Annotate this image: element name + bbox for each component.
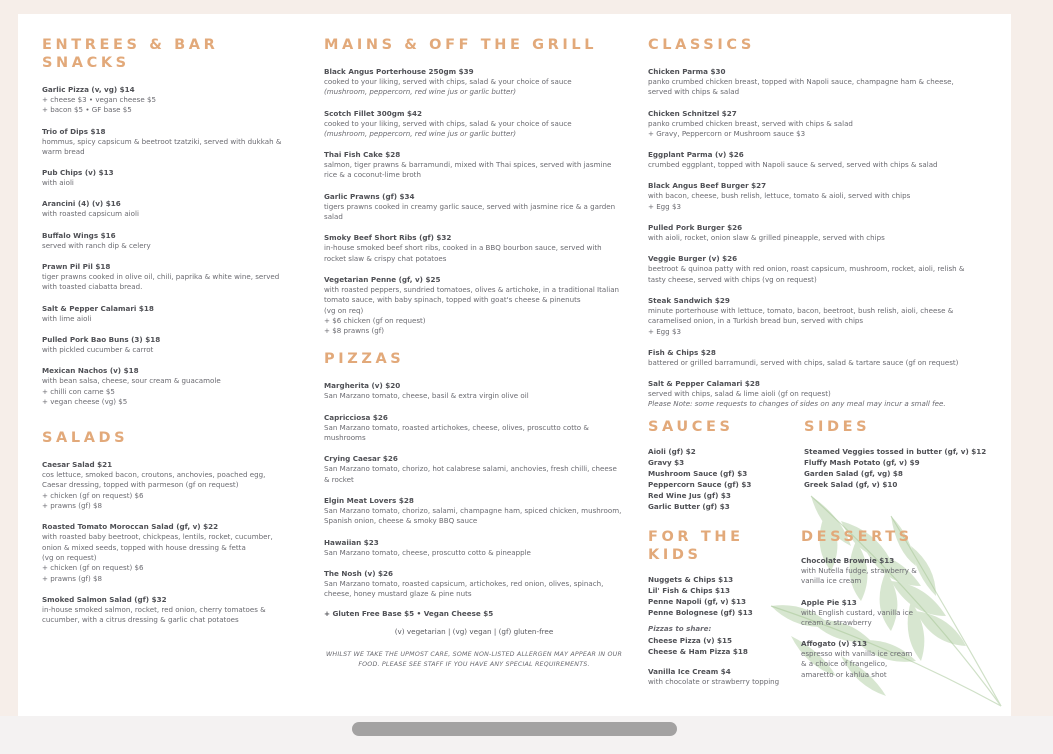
menu-item <box>648 109 993 140</box>
menu-item-description: San Marzano tomato, roasted artichokes, cheese, olives, proscutto cotto & <box>324 422 589 432</box>
classics-list <box>648 67 993 410</box>
menu-item-description: beetroot & quinoa patty with red onion, roast capsicum, mushroom, rocket, aioli, relish & <box>648 264 965 274</box>
pizza-extras: + Gluten Free Base $5 • Vegan Cheese $5 <box>324 609 494 619</box>
menu-list-entry: Penne Bolognese (gf) $13 <box>648 608 753 617</box>
menu-item <box>648 67 993 98</box>
menu-item-description: San Marzano tomato, cheese, proscutto cotto & pineapple <box>324 547 531 557</box>
section-title-sides: SIDES <box>804 419 871 435</box>
menu-item-description: + prawns (gf) $8 <box>42 501 103 511</box>
menu-item-title: Capricciosa $26 <box>324 412 388 422</box>
menu-item-description: salmon, tiger prawns & barramundi, mixed with Thai spices, served with jasmine <box>324 160 612 170</box>
menu-item-description: + Egg $3 <box>648 201 681 211</box>
menu-item-description: with aioli, rocket, onion slaw & grilled pineapple, served with chips <box>648 233 885 243</box>
menu-item-title: Pulled Pork Burger $26 <box>648 223 743 233</box>
menu-item-description: + prawns (gf) $8 <box>42 573 103 583</box>
allergen-note-line-1: WHILST WE TAKE THE UPMOST CARE, SOME NON-LISTED ALLERGEN MAY APPEAR IN OUR <box>325 651 623 659</box>
section-title-mains: MAINS & OFF THE GRILL <box>324 37 598 53</box>
menu-item-description: rocket slaw & crispy chat potatoes <box>324 253 447 263</box>
menu-item-description: + chilli con carne $5 <box>42 386 115 396</box>
dietary-legend: (v) vegetarian | (vg) vegan | (gf) gluten-free <box>394 627 554 637</box>
section-title-salads: SALADS <box>42 430 129 447</box>
menu-item-description: San Marzano tomato, roasted capsicum, artichokes, red onion, olives, spinach, <box>324 578 604 588</box>
horizontal-scrollbar[interactable] <box>352 722 677 736</box>
menu-item-title: Elgin Meat Lovers $28 <box>324 495 414 505</box>
section-title-pizzas: PIZZAS <box>324 351 405 368</box>
menu-item-description: amaretto or kahlua shot <box>801 669 887 679</box>
menu-item <box>42 85 310 116</box>
menu-item <box>42 460 310 511</box>
menu-item <box>42 127 310 158</box>
menu-item-title: Pub Chips (v) $13 <box>42 168 114 178</box>
menu-item-description: + $8 prawns (gf) <box>324 326 385 336</box>
menu-item <box>324 67 624 98</box>
menu-item-description: + chicken (gf on request) $6 <box>42 490 144 500</box>
menu-item-description: + chicken (gf on request) $6 <box>42 563 144 573</box>
menu-item-title: Scotch Fillet 300gm $42 <box>324 108 422 118</box>
section-title-classics: CLASSICS <box>648 37 755 53</box>
menu-item <box>42 522 310 583</box>
menu-item-description: with pickled cucumber & carrot <box>42 344 154 354</box>
menu-item-description: with bacon, cheese, bush relish, lettuce, tomato & aioli, served with chips <box>648 191 911 201</box>
menu-item <box>648 254 993 285</box>
menu-item-title: Chicken Schnitzel $27 <box>648 108 737 118</box>
menu-item-description: with aioli <box>42 178 74 188</box>
menu-item-title: Affogato (v) $13 <box>801 639 867 649</box>
section-title-desserts: DESSERTS <box>801 529 913 545</box>
menu-item-title: Garlic Prawns (gf) $34 <box>324 191 415 201</box>
menu-item-title: Pulled Pork Bao Buns (3) $18 <box>42 334 161 344</box>
menu-item <box>324 381 624 401</box>
menu-item <box>648 296 993 337</box>
menu-list-entry: Garlic Butter (gf) $3 <box>648 502 730 511</box>
menu-item <box>324 150 624 181</box>
menu-item-description: tomato sauce, with baby spinach, topped with goat's cheese & pinenuts <box>324 295 581 305</box>
menu-item <box>42 304 310 324</box>
menu-item-description: battered or grilled barramundi, served with chips, salad & tartare sauce (gf on request) <box>648 357 959 367</box>
menu-item-description: tigers prawns cooked in creamy garlic sauce, served with jasmine rice & a garden <box>324 201 616 211</box>
kids-list <box>648 574 798 618</box>
menu-item-description: rice & a coconut-lime broth <box>324 170 421 180</box>
menu-item-description: with roasted peppers, sundried tomatoes, olives & artichoke, in a traditional Italian <box>324 284 620 294</box>
menu-item-note: Please Note: some requests to changes of sides on any meal may incur a small fee. <box>648 399 946 409</box>
menu-item-description: tasty cheese, served with chips (vg on request) <box>648 274 817 284</box>
menu-item-title: Trio of Dips $18 <box>42 126 106 136</box>
section-title-sauces: SAUCES <box>648 419 734 435</box>
menu-item <box>42 231 310 251</box>
menu-item-description: salad <box>324 212 343 222</box>
menu-list-entry: Mushroom Sauce (gf) $3 <box>648 469 748 478</box>
menu-list-entry: Greek Salad (gf, v) $10 <box>804 480 898 489</box>
menu-item-title: Hawaiian $23 <box>324 537 379 547</box>
column-middle <box>324 36 624 670</box>
menu-item-description: cucumber, with a citrus dressing & garlic chat potatoes <box>42 615 239 625</box>
menu-list-entry: Cheese Pizza (v) $15 <box>648 636 733 646</box>
menu-item-description: cream & strawberry <box>801 617 872 627</box>
menu-item-title: Salt & Pepper Calamari $28 <box>648 379 760 389</box>
menu-item-description: in-house smoked beef short ribs, cooked in a BBQ bourbon sauce, served with <box>324 243 602 253</box>
menu-item-title: Crying Caesar $26 <box>324 454 398 464</box>
menu-item-description: onion & mixed seeds, topped with house dressing & fetta <box>42 542 246 552</box>
menu-item-title: Black Angus Porterhouse 250gm $39 <box>324 67 474 76</box>
menu-item-title: The Nosh (v) $26 <box>324 568 394 578</box>
menu-item-title: Arancini (4) (v) $16 <box>42 199 121 209</box>
menu-item-description: served with ranch dip & celery <box>42 240 151 250</box>
menu-list-entry: Red Wine Jus (gf) $3 <box>648 491 731 500</box>
menu-item-title: Eggplant Parma (v) $26 <box>648 150 744 160</box>
menu-item-description: + $6 chicken (gf on request) <box>324 315 426 325</box>
menu-item <box>648 348 993 368</box>
section-title-kids: FOR THE KIDS <box>648 529 744 563</box>
sides-section <box>804 418 1004 490</box>
menu-item-description: with lime aioli <box>42 313 92 323</box>
desserts-list <box>801 556 941 680</box>
menu-item <box>648 379 993 410</box>
menu-item-description: cheese, honey mustard glaze & pine nuts <box>324 589 472 599</box>
menu-item-description: with toasted ciabatta bread. <box>42 282 143 292</box>
menu-item <box>324 569 624 600</box>
menu-item-description: with bean salsa, cheese, sour cream & guacamole <box>42 376 221 386</box>
menu-item <box>324 275 624 336</box>
menu-item <box>324 413 624 444</box>
menu-item-description: panko crumbed chicken breast, served with chips & salad <box>648 118 853 128</box>
column-left <box>42 36 310 636</box>
column-right <box>648 36 993 421</box>
menu-item-description: vanilla ice cream <box>801 576 862 586</box>
menu-item <box>324 496 624 527</box>
menu-item-description: crumbed eggplant, topped with Napoli sauce & served, served with chips & salad <box>648 160 938 170</box>
menu-item <box>42 366 310 407</box>
menu-item-title: Buffalo Wings $16 <box>42 230 116 240</box>
menu-item-description: cooked to your liking, served with chips, salad & your choice of sauce <box>324 77 572 86</box>
menu-item-title: Smoked Salmon Salad (gf) $32 <box>42 594 167 604</box>
menu-item-title: Salt & Pepper Calamari $18 <box>42 303 154 313</box>
sides-list <box>804 446 1004 490</box>
menu-item <box>324 538 624 558</box>
menu-item-description: in-house smoked salmon, rocket, red onion, cherry tomatoes & <box>42 604 266 614</box>
pizzas-list <box>324 381 624 599</box>
kids-share-list <box>648 635 798 657</box>
menu-item-description: cos lettuce, smoked bacon, croutons, anchovies, poached egg, <box>42 470 266 480</box>
sauces-section <box>648 418 798 512</box>
menu-item-description: Spanish onion, cheese & smoky BBQ sauce <box>324 516 478 526</box>
menu-item-title: Chocolate Brownie $13 <box>801 556 895 565</box>
section-title-entrees: ENTREES & BAR SNACKS <box>42 37 219 71</box>
menu-item-description: San Marzano tomato, chorizo, hot calabrese salami, anchovies, fresh chilli, cheese <box>324 464 617 474</box>
menu-item <box>648 181 993 212</box>
kids-ice-cream <box>648 667 798 687</box>
ice-cream-title: Vanilla Ice Cream $4 <box>648 667 731 677</box>
menu-list-entry: Peppercorn Sauce (gf) $3 <box>648 480 752 489</box>
menu-item-description: + Egg $3 <box>648 326 681 336</box>
menu-item <box>324 192 624 223</box>
menu-item <box>801 556 941 587</box>
menu-item <box>801 598 941 629</box>
menu-item-description: warm bread <box>42 146 85 156</box>
menu-item-description: San Marzano tomato, cheese, basil & extra virgin olive oil <box>324 391 529 401</box>
entrees-list <box>42 85 310 407</box>
menu-item-title: Prawn Pil Pil $18 <box>42 262 111 272</box>
menu-item-note: (mushroom, peppercorn, red wine jus or garlic butter) <box>324 128 517 138</box>
kids-share-label: Pizzas to share: <box>648 624 712 633</box>
menu-item-title: Mexican Nachos (v) $18 <box>42 366 139 376</box>
menu-item <box>648 223 993 243</box>
menu-list-entry: Fluffy Mash Potato (gf, v) $9 <box>804 458 920 467</box>
menu-item-description: served with chips & salad <box>648 87 740 97</box>
menu-item-description: panko crumbed chicken breast, topped with Napoli sauce, champagne ham & cheese, <box>648 77 954 86</box>
menu-item-title: Thai Fish Cake $28 <box>324 150 401 160</box>
menu-list-entry: Nuggets & Chips $13 <box>648 575 734 584</box>
menu-item-description: served with chips, salad & lime aioli (gf on request) <box>648 389 831 399</box>
menu-item-description: + Gravy, Peppercorn or Mushroom sauce $3 <box>648 128 806 138</box>
menu-item-title: Roasted Tomato Moroccan Salad (gf, v) $22 <box>42 522 219 532</box>
menu-list-entry: Penne Napoli (gf, v) $13 <box>648 597 747 606</box>
menu-item-title: Vegetarian Penne (gf, v) $25 <box>324 274 441 284</box>
menu-item <box>324 109 624 140</box>
menu-item <box>42 168 310 188</box>
menu-item <box>648 150 993 170</box>
menu-list-entry: Aioli (gf) $2 <box>648 447 696 456</box>
menu-item-description: & a choice of frangelico, <box>801 659 888 669</box>
menu-item <box>42 595 310 626</box>
menu-item <box>801 639 941 680</box>
menu-item-description: with English custard, vanilla ice <box>801 607 913 617</box>
menu-item-title: Apple Pie $13 <box>801 597 857 607</box>
menu-item-title: Steak Sandwich $29 <box>648 295 730 305</box>
menu-item-description: cooked to your liking, served with chips, salad & your choice of sauce <box>324 118 572 128</box>
sauces-list <box>648 446 798 512</box>
menu-item-description: mushrooms <box>324 433 366 443</box>
menu-item-title: Chicken Parma $30 <box>648 67 726 76</box>
menu-list-entry: Lil' Fish & Chips $13 <box>648 586 731 595</box>
menu-item <box>42 199 310 219</box>
menu-item-description: with roasted baby beetroot, chickpeas, lentils, rocket, cucumber, <box>42 532 273 542</box>
menu-item-description: tiger prawns cooked in olive oil, chili, paprika & white wine, served <box>42 272 280 282</box>
menu-item-description: Caesar dressing, topped with parmeson (gf on request) <box>42 480 239 490</box>
menu-item-description: (vg on request) <box>42 552 97 562</box>
ice-cream-desc: with chocolate or strawberry topping <box>648 677 780 687</box>
menu-item-description: espresso with vanilla ice cream <box>801 649 913 659</box>
menu-item-description: with Nutella fudge, strawberry & <box>801 566 917 575</box>
menu-item-description: + cheese $3 • vegan cheese $5 <box>42 95 156 104</box>
menu-item-description: (vg on req) <box>324 305 364 315</box>
menu-item-note: (mushroom, peppercorn, red wine jus or garlic butter) <box>324 87 517 97</box>
menu-item-title: Black Angus Beef Burger $27 <box>648 181 767 191</box>
kids-section <box>648 528 798 688</box>
menu-list-entry: Steamed Veggies tossed in butter (gf, v) $12 <box>804 447 987 456</box>
menu-item-title: Smoky Beef Short Ribs (gf) $32 <box>324 233 452 243</box>
desserts-section <box>801 528 941 691</box>
menu-page <box>18 14 1011 716</box>
menu-item <box>42 335 310 355</box>
menu-item-description: & rocket <box>324 474 354 484</box>
menu-item-title: Fish & Chips $28 <box>648 347 716 357</box>
menu-item-title: Garlic Pizza (v, vg) $14 <box>42 85 135 94</box>
menu-item-description: San Marzano tomato, chorizo, salami, champagne ham, spiced chicken, mushroom, <box>324 505 622 515</box>
menu-item-description: caramelised onion, in a Turkish bread bun, served with chips <box>648 316 864 326</box>
menu-item <box>324 454 624 485</box>
menu-item-description: minute porterhouse with lettuce, tomato, bacon, beetroot, bush relish, aioli, cheese & <box>648 305 954 315</box>
menu-list-entry: Cheese & Ham Pizza $18 <box>648 647 748 657</box>
menu-item-description: with roasted capsicum aioli <box>42 209 139 219</box>
menu-list-entry: Garden Salad (gf, vg) $8 <box>804 469 903 478</box>
mains-list <box>324 67 624 336</box>
menu-item-title: Margherita (v) $20 <box>324 381 401 391</box>
salads-list <box>42 460 310 625</box>
menu-list-entry: Gravy $3 <box>648 458 685 467</box>
menu-item <box>324 233 624 264</box>
menu-item-description: + vegan cheese (vg) $5 <box>42 396 128 406</box>
menu-item-title: Veggie Burger (v) $26 <box>648 254 738 264</box>
menu-item-title: Caesar Salad $21 <box>42 460 113 470</box>
menu-item <box>42 262 310 293</box>
menu-item-description: + bacon $5 • GF base $5 <box>42 105 132 115</box>
allergen-note-line-2: FOOD. PLEASE SEE STAFF IF YOU HAVE ANY SPECIAL REQUIREMENTS. <box>358 661 590 669</box>
menu-item-description: hommus, spicy capsicum & beetroot tzatziki, served with dukkah & <box>42 136 282 146</box>
